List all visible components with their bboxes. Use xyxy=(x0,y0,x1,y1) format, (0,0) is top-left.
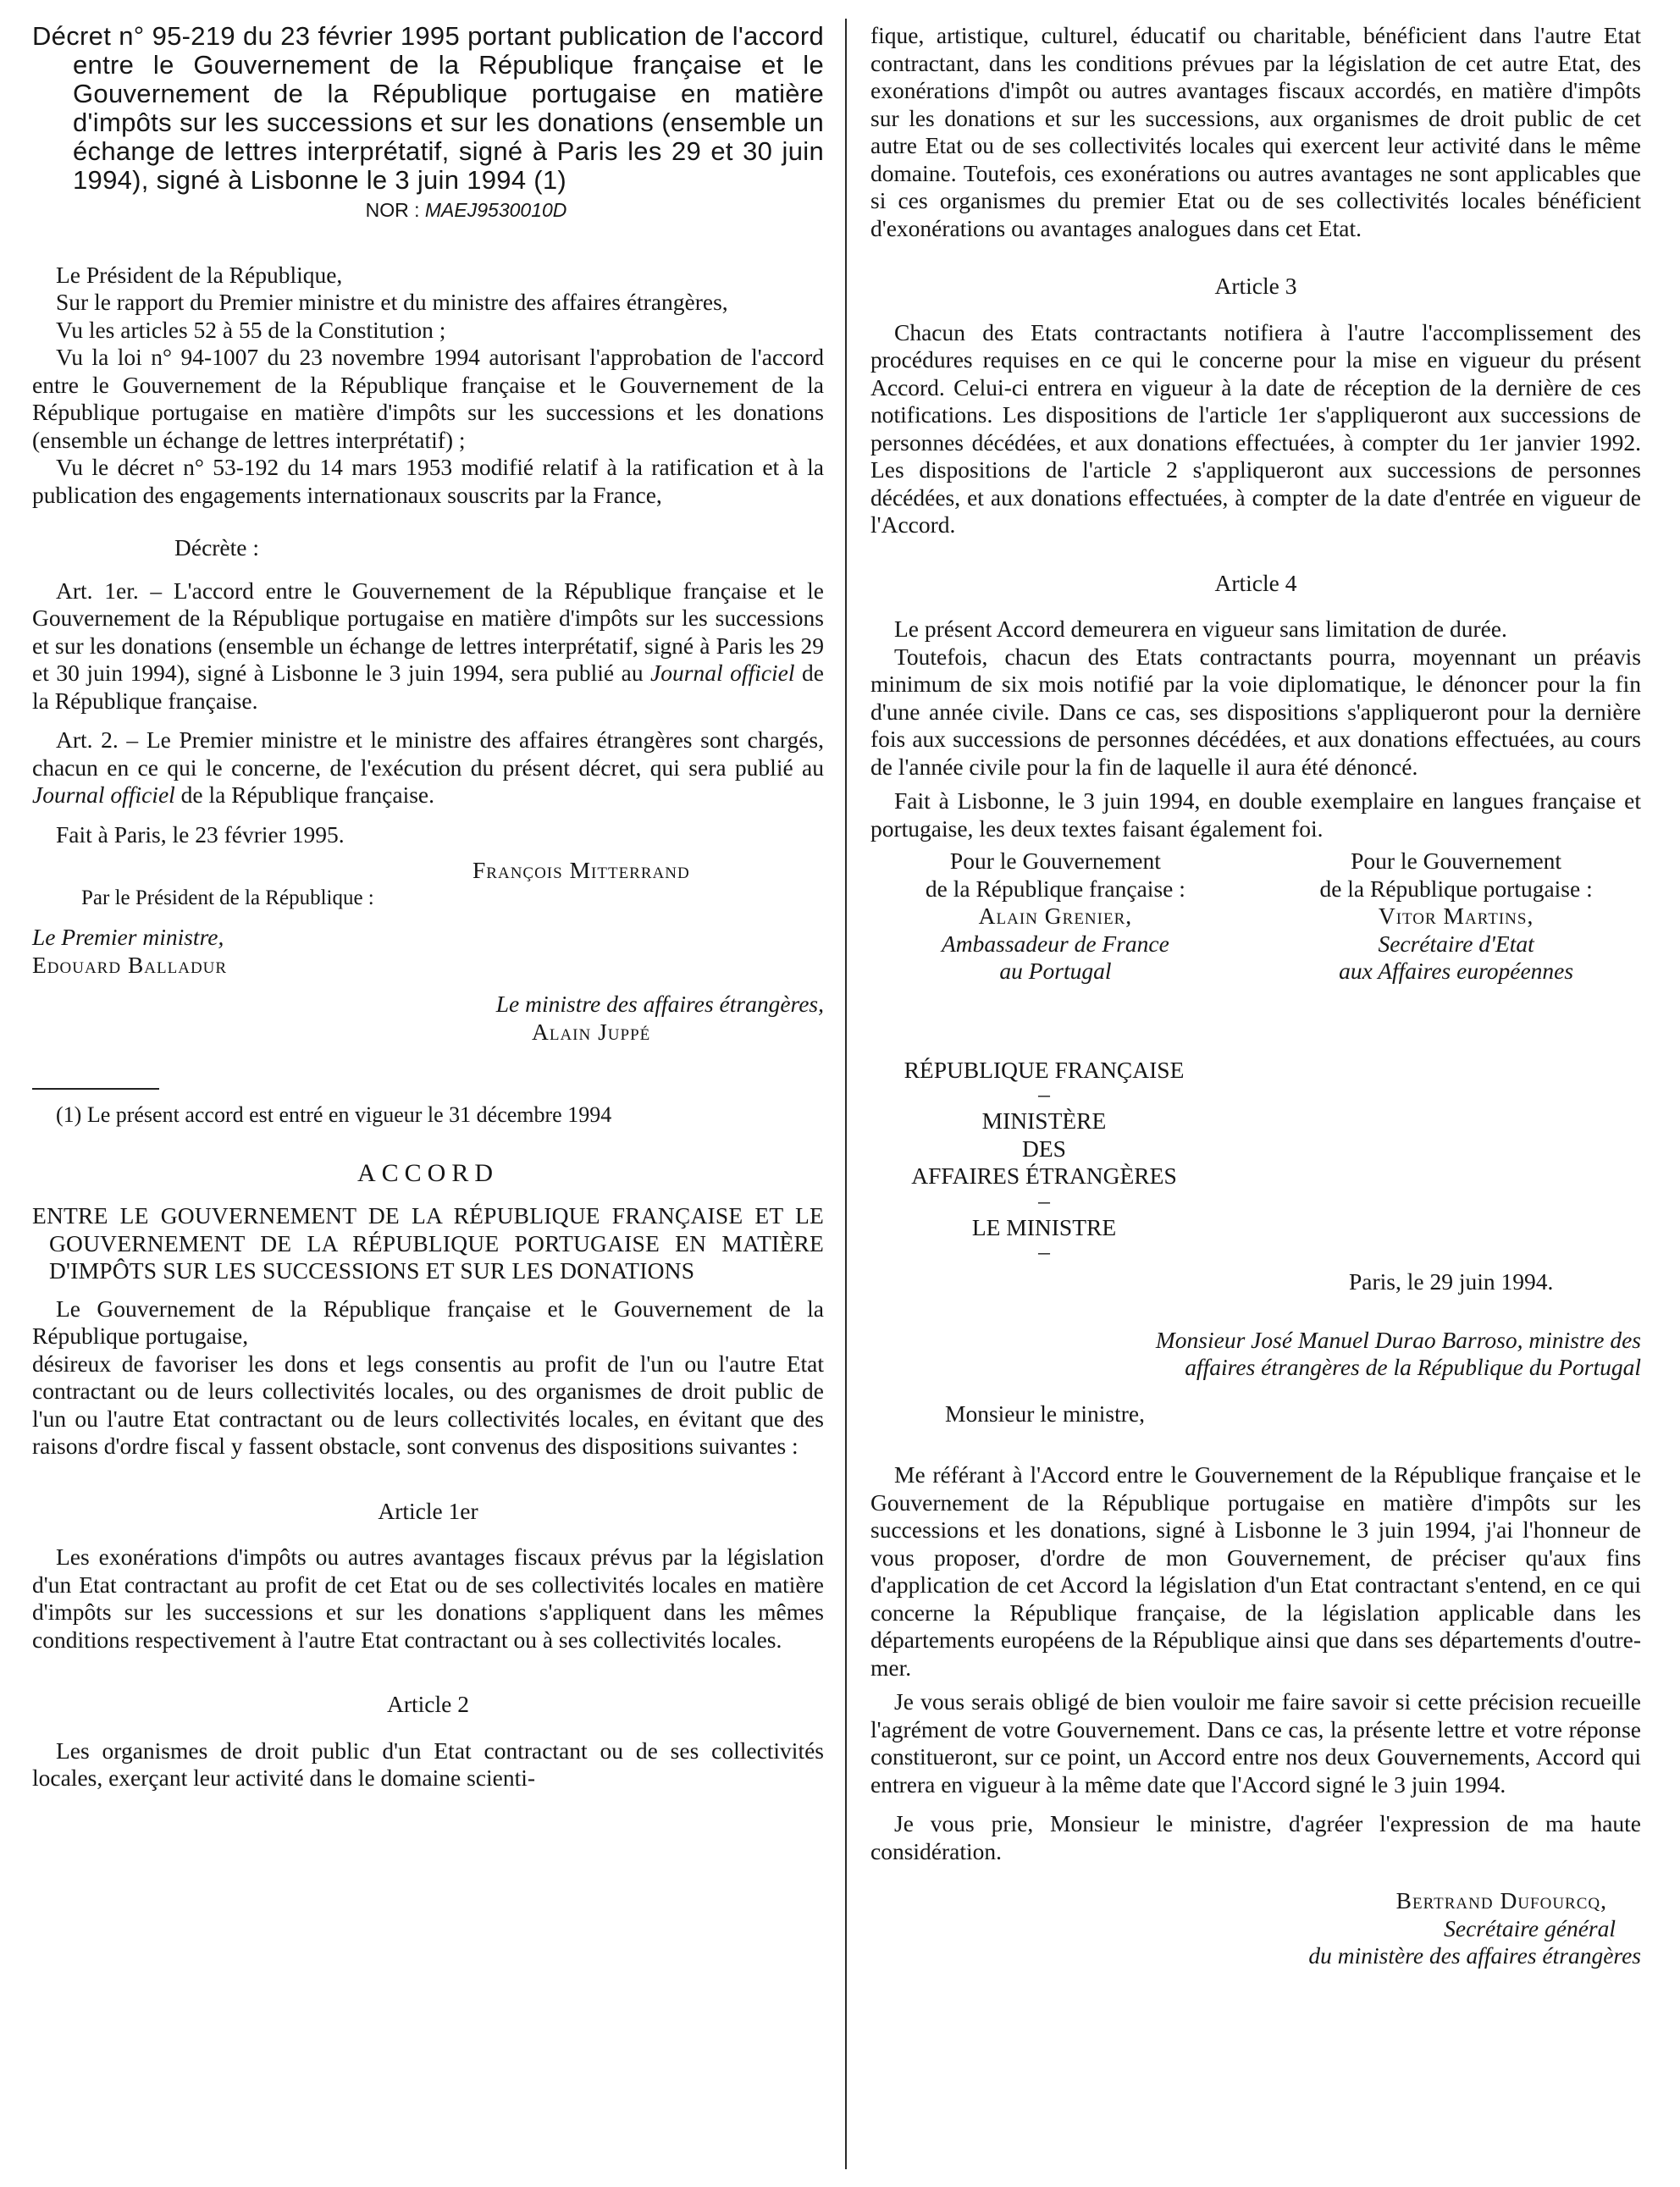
ministere-line1: MINISTÈRE xyxy=(981,1107,1107,1134)
sig-pt-title1: Secrétaire d'Etat xyxy=(1378,930,1534,957)
accord-preamble-2: désireux de favoriser les dons et legs consentis au profit de l'un ou l'autre Etat contractant ou de leurs collectivités locales, ou des organismes de droit public de l'un ou l'autre Etat contractant ou de leurs collectivités locales, en évitant que des raisons d'ordre fiscal y fassent obstacle, sont convenus des dispositions suivantes : xyxy=(32,1350,824,1459)
salutation: Monsieur le ministre, xyxy=(945,1400,1146,1427)
article-2-continued: fique, artistique, culturel, éducatif ou charitable, bénéficient dans l'autre Etat contractant, dans les conditions prévues par la législation de cet autre Etat, des exonérations d'impôt ou autres avantages fiscaux accordés, en matière d'impôts sur les donations et sur les successions, aux organismes de droit public de cet autre Etat ou de ses collectivités locales qui exercent leur activité dans le même domaine. Toutefois, ces exonérations ou autres avantages ne sont applicables que si ces organismes du premier Etat ou de ses collectivités locales bénéficient d'exonérations ou avantages analogues dans cet Etat. xyxy=(870,22,1641,241)
art1-text: L'accord entre le Gouvernement de la République française et le Gouvernement de la République portugaise en matière d'impôts sur les successions et sur les donations (ensemble un échange de lettres interprétatif, signé à Paris les 29 et 30 juin 1994), signé à Lisbonne le 3 juin 1994, sera publié au xyxy=(32,577,824,686)
ministry-letterhead xyxy=(866,1057,1222,1262)
article-4-para-1: Le présent Accord demeurera en vigueur sans limitation de durée. xyxy=(894,616,1507,642)
mae-title: Le ministre des affaires étrangères, xyxy=(495,991,824,1017)
date-paris: Paris, le 29 juin 1994. xyxy=(1349,1268,1554,1295)
art2-end: de la République française. xyxy=(180,781,434,808)
pm-title: Le Premier ministre, xyxy=(32,924,224,950)
mae-name: Alain Juppé xyxy=(532,1018,651,1045)
article-4-para-2: Toutefois, chacun des Etats contractants pourra, moyennant un préavis minimum de six mois notifié par la voie diplomatique, le dénoncer pour la fin d'une année civile. Dans ce cas, ses dispositions s'appliqueront pour la dernière fois aux successions de personnes décédées, et aux donations effectuées, au cours de l'année civile pour la fin de laquelle il aura été dénoncé. xyxy=(870,643,1641,780)
addressee-line1: Monsieur José Manuel Durao Barroso, ministre des xyxy=(1155,1326,1641,1353)
article-3-text: Chacun des Etats contractants notifiera à l'autre l'accomplissement des procédures requises en ce qui le concerne pour la mise en vigueur du présent Accord. Celui-ci entrera en vigueur à la date de réception de la dernière de ces notifications. Les dispositions de l'article 1er s'appliqueront aux successions de personnes décédées, et aux donations effectuées, à compter du 1er janvier 1992. Les dispositions de l'article 2 s'appliqueront aux successions de personnes décédées, et aux donations effectuées, à compter de la date d'entrée en vigueur de l'Accord. xyxy=(870,318,1641,538)
dash-2: – xyxy=(1038,1186,1050,1213)
sig-fr-title2: au Portugal xyxy=(999,958,1112,984)
article-1-heading: Article 1er xyxy=(378,1497,478,1524)
art2-text: Le Premier ministre et le ministre des affaires étrangères sont chargés, chacun en ce qui le concerne, de l'exécution du présent décret, qui sera publié au xyxy=(32,726,824,781)
addressee-line2: affaires étrangères de la République du Portugal xyxy=(1185,1354,1641,1380)
visa-rapport: Sur le rapport du Premier ministre et du ministre des affaires étrangères, xyxy=(56,289,728,315)
sig-fr-title1: Ambassadeur de France xyxy=(941,930,1169,957)
article-1-decree xyxy=(32,577,824,715)
sig-fr-name: Alain Grenier, xyxy=(978,903,1133,929)
signatures-block xyxy=(870,848,1641,986)
signature-president: François Mitterrand xyxy=(472,857,690,883)
ministere-line3: AFFAIRES ÉTRANGÈRES xyxy=(911,1163,1177,1189)
signature-portugal xyxy=(1271,848,1641,986)
president-line: Le Président de la République, xyxy=(56,261,343,288)
le-ministre: LE MINISTRE xyxy=(971,1213,1117,1240)
sig-fr-line1: Pour le Gouvernement xyxy=(949,848,1161,874)
republique-francaise: RÉPUBLIQUE FRANÇAISE xyxy=(904,1056,1185,1083)
sig-pt-title2: aux Affaires européennes xyxy=(1339,958,1574,984)
par-le-president: Par le Président de la République : xyxy=(81,886,374,909)
fait-lisbonne: Fait à Lisbonne, le 3 juin 1994, en double exemplaire en langues française et portugaise, les deux textes faisant également foi. xyxy=(870,787,1641,842)
accord-preamble-1: Le Gouvernement de la République française et le Gouvernement de la République portugaise, xyxy=(32,1295,824,1349)
art2-journal: Journal officiel xyxy=(32,781,175,808)
nor-reference xyxy=(32,196,824,224)
fait-paris: Fait à Paris, le 23 février 1995. xyxy=(56,820,345,848)
visa-constitution: Vu les articles 52 à 55 de la Constitution ; xyxy=(56,316,446,343)
visa-loi: Vu la loi n° 94-1007 du 23 novembre 1994 autorisant l'approbation de l'accord entre le Gouvernement de la République française et le Gouvernement de la République portugaise en matière d'impôts sur les successions et les donations (ensemble un échange de lettres interprétatif) ; xyxy=(32,344,824,453)
visa-decret: Vu le décret n° 53-192 du 14 mars 1953 modifié relatif à la ratification et à la publication des engagements internationaux souscrits par la France, xyxy=(32,454,824,508)
art1-journal: Journal officiel xyxy=(650,660,795,686)
article-1-text: Les exonérations d'impôts ou autres avantages fiscaux prévus par la législation d'un Etat contractant au profit de cet Etat ou de ses collectivités locales en matière d'impôts sur les successions et sur les donations s'appliquent dans les mêmes conditions respectivement à l'autre Etat contractant ou à ses collectivités locales. xyxy=(32,1544,824,1653)
art1-end: de la République française. xyxy=(32,660,824,714)
nor-code: MAEJ9530010D xyxy=(424,199,567,221)
decrete-heading: Décrète : xyxy=(174,534,259,561)
sig-pt-line1: Pour le Gouvernement xyxy=(1351,848,1562,874)
sig-pt-line2: de la République portugaise : xyxy=(1319,875,1593,902)
letter-para-3: Je vous prie, Monsieur le ministre, d'agréer l'expression de ma haute considération. xyxy=(870,1810,1641,1864)
left-column xyxy=(32,22,824,1792)
accord-title: ACCORD xyxy=(356,1158,500,1187)
footnote: (1) Le présent accord est entré en vigueur le 31 décembre 1994 xyxy=(56,1102,612,1127)
ministere-line2: DES xyxy=(1022,1135,1066,1162)
pm-name: Edouard Balladur xyxy=(32,951,228,978)
article-2-text: Les organismes de droit public d'un Etat contractant ou de ses collectivités locales, exerçant leur activité dans le domaine scienti- xyxy=(32,1737,824,1791)
signature-france xyxy=(870,848,1241,986)
sig-fr-line2: de la République française : xyxy=(925,875,1185,902)
dash-3: – xyxy=(1038,1238,1050,1264)
sig-pt-name: Vitor Martins, xyxy=(1378,903,1534,929)
footnote-rule xyxy=(32,1088,159,1090)
right-column xyxy=(870,22,1641,1970)
letter-signature-name: Bertrand Dufourcq, xyxy=(1395,1887,1607,1914)
letter-para-2: Je vous serais obligé de bien vouloir me faire savoir si cette précision recueille l'agrément de votre Gouvernement. Dans ce cas, la présente lettre et votre réponse constitueront, sur ce point, un Accord entre nos deux Gouvernements, Accord qui entrera en vigueur à la même date que l'Accord signé le 3 juin 1994. xyxy=(870,1688,1641,1798)
letter-para-1: Me référant à l'Accord entre le Gouvernement de la République française et le Gouvernement de la République portugaise en matière d'impôts sur les successions et les donations, signé à Lisbonne le 3 juin 1994, j'ai l'honneur de vous proposer, d'ordre de mon Gouvernement, de préciser qu'aux fins d'application de cet Accord la législation d'un Etat contractant s'entend, en ce qui concerne la République française, de la législation applicable dans les départements européens de la République ainsi que dans ses départements d'outre-mer. xyxy=(870,1461,1641,1681)
nor-label: NOR : xyxy=(365,199,420,221)
column-divider xyxy=(845,19,847,2169)
letter-signature-title2: du ministère des affaires étrangères xyxy=(1308,1942,1641,1969)
article-3-heading: Article 3 xyxy=(1214,273,1297,299)
art2-lead: Art. 2. – xyxy=(56,726,146,753)
decree-title: Décret n° 95-219 du 23 février 1995 portant publication de l'accord entre le Gouvernement de la République française et le Gouvernement de la République portugaise en matière d'impôts sur les successions et sur les donations (ensemble un échange de lettres interprétatif, signé à Paris les 29 et 30 juin 1994), signé à Lisbonne le 3 juin 1994 (1) xyxy=(32,21,824,195)
letter-signature-title1: Secrétaire général xyxy=(1444,1914,1616,1941)
accord-subtitle: ENTRE LE GOUVERNEMENT DE LA RÉPUBLIQUE FRANÇAISE ET LE GOUVERNEMENT DE LA RÉPUBLIQUE PORTUGAISE EN MATIÈRE D'IMPÔTS SUR LES SUCCESSIONS ET SUR LES DONATIONS xyxy=(32,1202,824,1284)
dash-1: – xyxy=(1038,1080,1050,1107)
article-2-heading: Article 2 xyxy=(387,1691,469,1717)
article-4-heading: Article 4 xyxy=(1214,569,1297,596)
art1-lead: Art. 1er. – xyxy=(56,577,174,604)
article-2-decree xyxy=(32,726,824,809)
